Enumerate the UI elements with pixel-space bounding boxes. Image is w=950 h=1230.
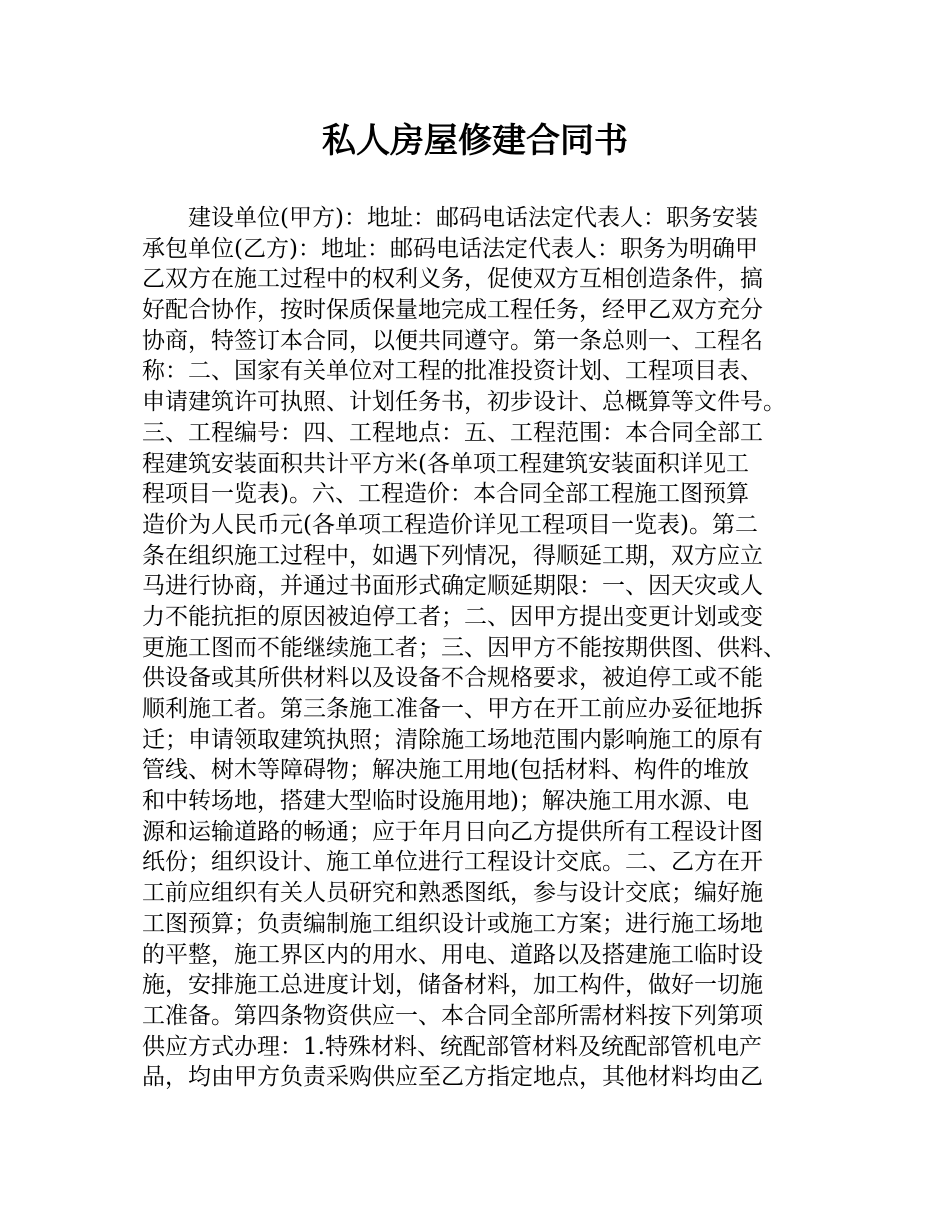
body-line: 程建筑安装面积共计平方米(各单项工程建筑安装面积详见工 [142, 450, 749, 477]
body-line: 和中转场地，搭建大型临时设施用地)；解决施工用水源、电 [142, 788, 749, 815]
body-line: 好配合协作，按时保质保量地完成工程任务，经甲乙双方充分 [142, 297, 763, 324]
body-line: 工图预算；负责编制施工组织设计或施工方案；进行施工场地 [142, 910, 763, 937]
body-line: 施，安排施工总进度计划，储备材料，加工构件，做好一切施 [142, 972, 763, 999]
body-line: 力不能抗拒的原因被迫停工者；二、因甲方提出变更计划或变 [142, 603, 763, 630]
body-line: 供应方式办理：1.特殊材料、统配部管材料及统配部管机电产 [142, 1033, 762, 1060]
body-line: 马进行协商，并通过书面形式确定顺延期限：一、因天灾或人 [142, 573, 763, 600]
body-line: 协商，特签订本合同，以便共同遵守。第一条总则一、工程名 [142, 327, 763, 354]
document-title: 私人房屋修建合同书 [322, 121, 628, 161]
body-line: 管线、树木等障碍物；解决施工用地(包括材料、构件的堆放 [142, 757, 749, 784]
body-line: 造价为人民币元(各单项工程造价详见工程项目一览表)。第二 [142, 511, 758, 538]
body-line: 工前应组织有关人员研究和熟悉图纸，参与设计交底；编好施 [142, 880, 763, 907]
body-line: 申请建筑许可执照、计划任务书，初步设计、总概算等文件号。 [142, 389, 786, 416]
body-line: 乙双方在施工过程中的权利义务，促使双方互相创造条件，搞 [142, 266, 763, 293]
body-line: 顺利施工者。第三条施工准备一、甲方在开工前应办妥征地拆 [142, 696, 763, 722]
contract-body [142, 203, 812, 1093]
body-line: 纸份；组织设计、施工单位进行工程设计交底。二、乙方在开 [142, 849, 763, 876]
body-line: 程项目一览表)。六、工程造价：本合同全部工程施工图预算 [142, 481, 749, 508]
body-line: 的平整，施工界区内的用水、用电、道路以及搭建施工临时设 [142, 941, 763, 968]
body-line: 工准备。第四条物资供应一、本合同全部所需材料按下列第项 [142, 1002, 763, 1029]
body-line: 称：二、国家有关单位对工程的批准投资计划、工程项目表、 [142, 358, 763, 385]
body-line: 迁；申请领取建筑执照；清除施工场地范围内影响施工的原有 [142, 726, 763, 753]
body-line: 源和运输道路的畅通；应于年月日向乙方提供所有工程设计图 [142, 818, 763, 845]
body-line: 建设单位(甲方)：地址：邮码电话法定代表人：职务安装 [188, 205, 758, 231]
body-line: 品，均由甲方负责采购供应至乙方指定地点，其他材料均由乙 [142, 1064, 763, 1091]
body-line: 承包单位(乙方)：地址：邮码电话法定代表人：职务为明确甲 [142, 235, 758, 262]
body-line: 供设备或其所供材料以及设备不合规格要求，被迫停工或不能 [142, 665, 763, 692]
body-line: 更施工图而不能继续施工者；三、因甲方不能按期供图、供料、 [142, 634, 786, 661]
body-line: 三、工程编号：四、工程地点：五、工程范围：本合同全部工 [142, 419, 763, 446]
body-line: 条在组织施工过程中，如遇下列情况，得顺延工期，双方应立 [142, 542, 763, 569]
